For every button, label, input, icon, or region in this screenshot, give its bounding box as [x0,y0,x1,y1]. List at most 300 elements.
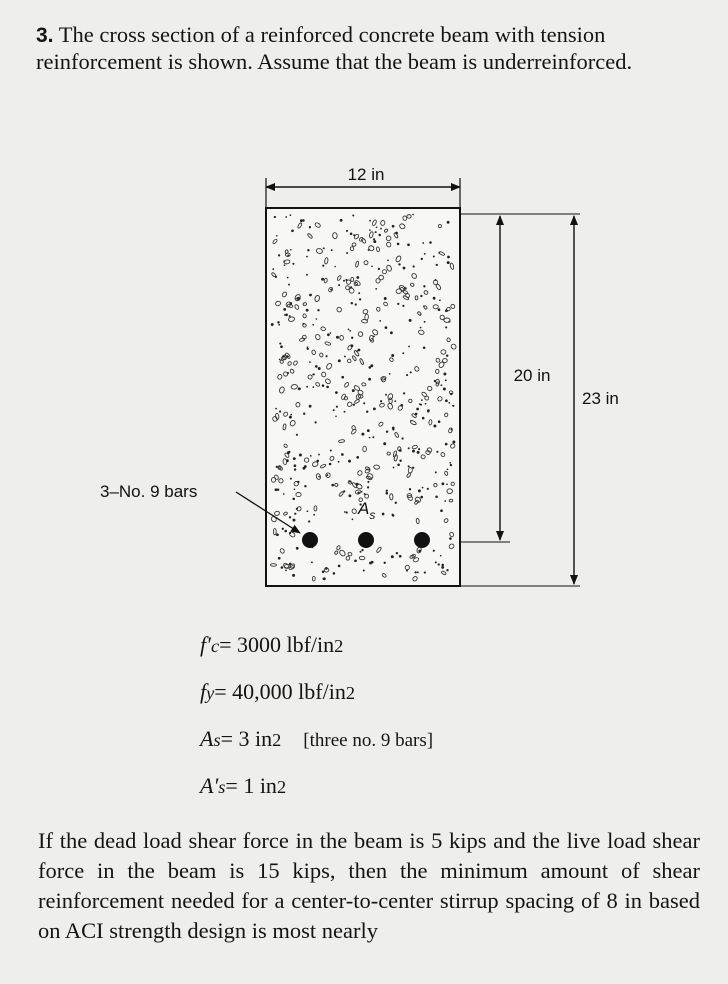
aggregate-particle [447,468,449,470]
aggregate-particle [282,528,284,530]
aggregate-particle [445,309,448,312]
aggregate-particle [390,331,393,334]
aggregate-particle [445,379,447,381]
aggregate-particle [420,327,422,329]
width-dimension [266,165,460,208]
aggregate-particle [276,466,278,468]
aggregate-particle [402,352,404,354]
aggregate-particle [392,514,394,516]
aggregate-particle [424,321,426,323]
aggregate-particle [397,303,399,305]
aggregate-particle [378,268,380,270]
aggregate-particle [350,344,353,347]
aggregate-particle [352,214,354,216]
aggregate-particle [380,400,382,402]
aggregate-particle [447,256,450,259]
aggregate-particle [294,513,296,515]
aggregate-particle [367,486,369,488]
aggregate-particle [326,386,329,389]
aggregate-particle [306,256,308,258]
aggregate-particle [303,413,305,415]
aggregate-particle [287,277,289,279]
aggregate-particle [361,433,364,436]
aggregate-particle [341,376,344,379]
aggregate-particle [330,449,332,451]
aggregate-particle [409,488,411,490]
aggregate-particle [293,457,296,460]
aggregate-particle [440,384,442,386]
aggregate-particle [452,405,454,407]
aggregate-particle [412,214,414,216]
aggregate-particle [289,416,292,419]
aggregate-particle [280,345,283,348]
as-note: [three no. 9 bars] [303,730,434,751]
aggregate-particle [416,408,419,411]
aggregate-particle [307,346,309,348]
aggregate-particle [318,476,320,478]
aggregate-particle [440,509,443,512]
aggregate-particle [346,252,348,254]
aggregate-particle [330,332,332,334]
height-label: 23 in [582,389,619,408]
aggregate-particle [445,443,448,446]
aggregate-particle [443,388,446,391]
aggregate-particle [401,437,403,439]
aggregate-particle [303,467,306,470]
aggregate-particle [447,221,450,224]
aggregate-particle [353,234,355,236]
aggregate-particle [331,484,334,487]
aggregate-particle [375,231,377,233]
aggregate-particle [373,407,376,410]
aggregate-particle [351,302,353,304]
aggregate-particle [309,226,311,228]
aggregate-particle [403,392,405,394]
aggregate-particle [386,492,389,495]
question-text: If the dead load shear force in the beam is 5 kips and the live load shear force in the beam is 15 kips, then the minimum amount of shear reinforcement needed for a center-to-center stirrup spacing of 8 in based on ACI strength design is most nearly [38,828,700,943]
aggregate-particle [307,510,309,512]
aggregate-particle [296,547,299,550]
aggregate-particle [290,214,292,216]
aggregate-particle [289,563,291,565]
bars-label: 3–No. 9 bars [100,482,198,501]
aggregate-particle [371,561,374,564]
aggregate-particle [333,572,336,575]
aggregate-particle [294,464,297,467]
aggregate-particle [392,225,395,228]
aggregate-particle [344,356,346,358]
aggregate-particle [433,256,435,258]
aggregate-particle [330,289,332,291]
aggregate-particle [373,240,376,243]
aggregate-particle [438,420,441,423]
aggregate-particle [415,413,418,416]
aggregate-particle [272,268,274,270]
aggregate-particle [389,373,391,375]
aggregate-particle [383,442,386,445]
aggregate-particle [307,249,309,251]
aggregate-particle [300,219,303,222]
aggregate-particle [421,399,423,401]
aggregate-particle [418,489,421,492]
aggregate-particle [356,276,359,279]
aggregate-particle [408,465,410,467]
aggregate-particle [427,488,429,490]
aggregate-particle [399,459,401,461]
aggregate-particle [448,402,450,404]
aggregate-particle [333,409,335,411]
aggregate-particle [312,374,314,376]
aggregate-particle [422,242,424,244]
aggregate-particle [422,417,425,420]
aggregate-particle [334,266,336,268]
aggregate-particle [429,241,432,244]
problem-number: 3. [36,24,54,47]
aggregate-particle [369,437,371,439]
aggregate-particle [331,249,333,251]
given-as: A s = 3 in 2 [three no. 9 bars] [200,716,620,763]
aggregate-particle [283,308,286,311]
aggregate-particle [370,364,373,367]
aggregate-particle [297,481,299,483]
aggregate-particle [435,279,437,281]
aggregate-particle [349,330,351,332]
aggregate-particle [366,410,368,412]
aggregate-particle [335,391,338,394]
aggregate-particle [350,232,353,235]
aggregate-particle [363,569,365,571]
aggregate-particle [353,404,355,406]
aggregate-particle [285,314,288,317]
depth-dimension [460,214,562,542]
aggregate-particle [443,373,446,376]
aggregate-particle [357,350,359,352]
aggregate-particle [306,309,309,312]
aggregate-particle [449,537,452,540]
aggregate-particle [427,410,429,412]
aggregate-particle [344,511,346,513]
aggregate-particle [382,513,385,516]
aggregate-particle [435,471,437,473]
aggregate-particle [311,561,313,563]
aggregate-particle [346,511,348,513]
aggregate-particle [418,550,421,553]
aggregate-particle [397,243,400,246]
aggregate-particle [413,265,415,267]
given-fy: f y = 40,000 lbf/in 2 [200,679,356,704]
aggregate-particle [274,216,276,218]
aggregate-particle [441,482,444,485]
aggregate-particle [425,403,427,405]
aggregate-particle [278,254,280,256]
aggregate-particle [396,552,398,554]
aggregate-particle [279,359,281,361]
rebar-3 [414,532,430,548]
aggregate-particle [279,410,281,412]
aggregate-particle [386,430,388,432]
aggregate-particle [372,436,374,438]
aggregate-particle [285,570,287,572]
aggregate-particle [343,280,345,282]
aggregate-particle [446,569,448,571]
rebar-1 [302,532,318,548]
rebar-2 [358,532,374,548]
aggregate-particle [435,496,438,499]
aggregate-particle [358,292,360,294]
aggregate-particle [271,323,274,326]
width-label: 12 in [347,165,385,184]
aggregate-particle [385,326,388,329]
aggregate-particle [368,378,371,381]
aggregate-particle [406,374,408,376]
aggregate-particle [309,405,312,408]
aggregate-particle [284,530,287,533]
aggregate-particle [441,566,444,569]
aggregate-particle [450,393,452,395]
aggregate-particle [394,400,396,402]
aggregate-particle [306,274,308,276]
aggregate-particle [340,219,343,222]
aggregate-particle [410,371,412,373]
aggregate-particle [424,253,426,255]
aggregate-particle [433,550,435,552]
aggregate-particle [450,464,452,466]
aggregate-particle [279,343,281,345]
aggregate-particle [433,425,436,428]
aggregate-particle [447,261,450,264]
aggregate-particle [284,264,286,266]
aggregate-particle [296,434,298,436]
as-label: $A_s$ [358,499,376,522]
aggregate-particle [317,309,319,311]
aggregate-particle [290,478,292,480]
aggregate-particle [371,265,373,267]
given-as-prime: A′ s = 1 in 2 [200,773,287,798]
aggregate-particle [436,451,438,453]
aggregate-particle [352,389,355,392]
aggregate-particle [375,288,377,290]
aggregate-particle [446,483,448,485]
aggregate-particle [363,402,365,404]
depth-label: 20 in [513,366,551,385]
aggregate-particle [424,572,426,574]
aggregate-particle [306,386,308,388]
aggregate-particle [309,294,312,297]
aggregate-particle [312,324,314,326]
aggregate-particle [438,308,441,311]
aggregate-particle [275,488,278,491]
aggregate-particle [291,229,294,232]
aggregate-particle [338,359,341,362]
aggregate-particle [402,305,404,307]
aggregate-particle [387,260,389,262]
aggregate-particle [423,285,425,287]
aggregate-particle [327,333,330,336]
aggregate-particle [336,336,339,339]
aggregate-particle [322,384,325,387]
aggregate-particle [352,518,354,520]
aggregate-particle [417,451,420,454]
aggregate-particle [391,354,394,357]
aggregate-particle [419,314,421,316]
aggregate-particle [446,355,448,357]
aggregate-particle [338,284,340,286]
aggregate-particle [289,516,291,518]
aggregate-particle [299,454,302,457]
aggregate-particle [438,563,440,565]
aggregate-particle [449,462,451,464]
aggregate-particle [278,557,281,560]
aggregate-particle [341,453,344,456]
aggregate-particle [283,493,285,495]
aggregate-particle [439,299,441,301]
aggregate-particle [385,394,387,396]
aggregate-particle [440,555,442,557]
aggregate-particle [423,347,426,350]
aggregate-particle [314,421,316,423]
aggregate-particle [321,278,324,281]
aggregate-particle [309,361,311,363]
aggregate-particle [354,559,357,562]
aggregate-particle [420,404,422,406]
aggregate-particle [398,263,400,265]
aggregate-particle [345,279,347,281]
aggregate-particle [421,258,423,260]
aggregate-particle [361,549,363,551]
aggregate-particle [434,380,436,382]
aggregate-particle [445,326,447,328]
aggregate-particle [367,429,370,432]
aggregate-particle [275,408,277,410]
aggregate-particle [420,295,422,297]
aggregate-particle [294,488,296,490]
aggregate-particle [310,455,312,457]
aggregate-particle [373,238,375,240]
aggregate-particle [312,386,314,388]
aggregate-particle [285,216,287,218]
aggregate-particle [318,454,320,456]
aggregate-particle [346,230,348,232]
aggregate-particle [360,551,362,553]
aggregate-particle [356,456,359,459]
aggregate-particle [322,265,324,267]
aggregate-particle [348,460,351,463]
aggregate-particle [367,481,369,483]
aggregate-particle [336,406,338,408]
aggregate-particle [355,303,357,305]
aggregate-particle [292,498,295,501]
aggregate-particle [288,284,290,286]
aggregate-particle [441,564,444,567]
aggregate-particle [417,571,419,573]
aggregate-particle [393,467,395,469]
aggregate-particle [391,555,394,558]
height-dimension [460,214,638,586]
aggregate-particle [445,399,448,402]
aggregate-particle [316,318,318,320]
aggregate-particle [277,321,279,323]
aggregate-particle [422,487,424,489]
aggregate-particle [308,520,310,522]
aggregate-particle [316,460,319,463]
problem-intro: The cross section of a reinforced concrete beam with tension reinforcement is shown. Assume that the beam is underreinforced. [36,22,633,74]
aggregate-particle [408,346,410,348]
aggregate-particle [376,226,378,228]
aggregate-particle [290,249,292,251]
aggregate-particle [436,264,438,266]
aggregate-particle [344,411,346,413]
aggregate-particle [276,235,278,237]
aggregate-particle [292,263,294,265]
aggregate-particle [403,267,406,270]
aggregate-particle [384,562,386,564]
aggregate-particle [397,464,400,467]
aggregate-particle [414,571,416,573]
aggregate-particle [356,483,359,486]
aggregate-particle [386,490,388,492]
aggregate-particle [318,367,321,370]
aggregate-particle [290,414,292,416]
aggregate-particle [322,578,324,580]
aggregate-particle [278,324,280,326]
aggregate-particle [281,566,284,569]
aggregate-particle [287,451,290,454]
aggregate-particle [335,415,337,417]
aggregate-particle [293,519,296,522]
aggregate-particle [452,441,455,444]
aggregate-particle [315,365,318,368]
aggregate-particle [359,298,361,300]
aggregate-particle [348,329,350,331]
aggregate-particle [399,555,402,558]
aggregate-particle [338,461,340,463]
aggregate-particle [407,243,410,246]
aggregate-particle [323,247,325,249]
aggregate-particle [338,565,341,568]
aggregate-particle [287,372,289,374]
given-fc: f′ c = 3000 lbf/in 2 [200,632,344,657]
aggregate-particle [326,355,328,357]
aggregate-particle [369,220,371,222]
aggregate-particle [298,387,301,390]
aggregate-particle [292,574,295,577]
aggregate-particle [294,468,296,470]
aggregate-particle [276,533,279,536]
aggregate-particle [395,232,398,235]
aggregate-particle [393,426,395,428]
aggregate-particle [409,319,412,322]
aggregate-particle [408,447,410,449]
aggregate-particle [369,229,371,231]
aggregate-particle [433,297,436,300]
aggregate-particle [378,234,381,237]
given-values [200,622,620,810]
aggregate-particle [380,228,382,230]
aggregate-particle [329,463,332,466]
problem-statement [36,22,700,75]
aggregate-particle [384,297,387,300]
aggregate-particle [395,502,397,504]
aggregate-particle [313,514,315,516]
aggregate-particle [418,448,420,450]
aggregate-particle [379,320,381,322]
aggregate-particle [368,249,370,251]
aggregate-particle [348,494,351,497]
aggregate-particle [435,561,437,563]
aggregate-particle [289,532,291,534]
aggregate-particle [326,474,328,476]
aggregate-particle [351,337,353,339]
